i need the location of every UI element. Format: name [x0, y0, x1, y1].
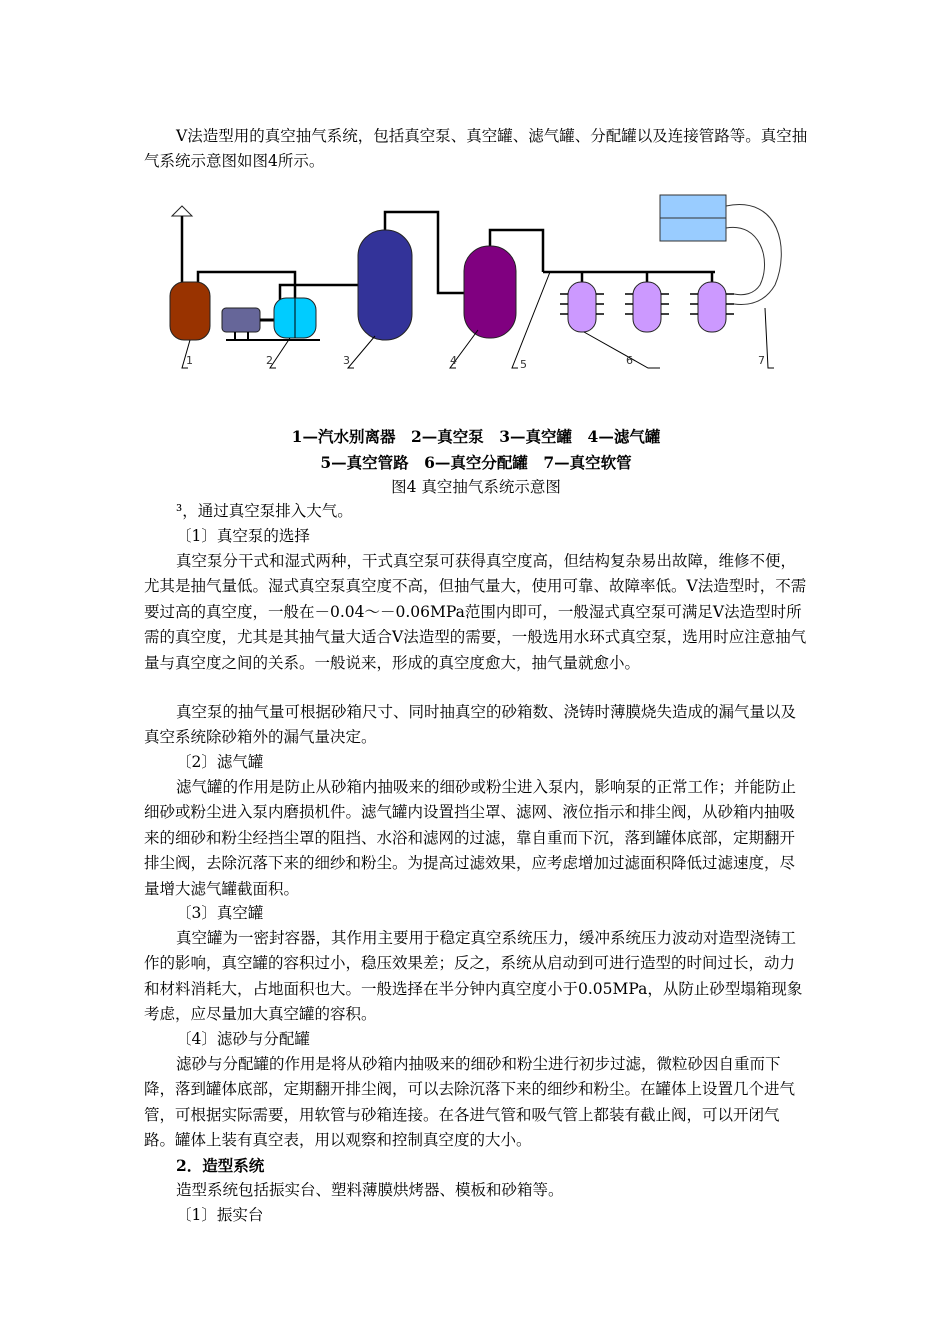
section-1-para-1: 真空泵分干式和湿式两种，干式真空泵可获得真空度高，但结构复杂易出故障，维修不便，尤其是抽气量低。湿式真空泵真空度不高，但抽气量大，使用可靠、故障率低。V法造型时，不需要过高的真空度，一般在－0.04～－0.06MPa范围内即可，一般湿式真空泵可满足V法造型时所需的真空度，尤其是其抽气量大适合V法造型的需要，一般选用水环式真空泵，选用时应注意抽气量与真空度之间的关系。一般说来，形成的真空度愈大，抽气量就愈小。 — [144, 552, 807, 672]
pump-motor — [222, 308, 260, 332]
heading-2-para: 造型系统包括振实台、塑料薄膜烘烤器、模板和砂箱等。 — [176, 1181, 564, 1199]
caption-line-1: 1—汽水别离器 2—真空泵 3—真空罐 4—滤气罐 — [291, 427, 661, 446]
filter-tank — [464, 246, 516, 338]
label-5: 5 — [520, 358, 527, 371]
section-1-heading: 〔1〕真空泵的选择 — [176, 527, 310, 545]
vacuum-tank — [358, 230, 412, 340]
distributor-tanks — [560, 282, 734, 332]
section-3-para-1: 真空罐为一密封容器，其作用主要用于稳定真空系统压力，缓冲系统压力波动对造型浇铸工作的影响，真空罐的容积过小，稳压效果差；反之，系统从启动到可进行造型的时间过长，动力和材料消耗大，占地面积也大。一般选择在半分钟内真空度小于0.05MPa，从防止砂型塌箱现象考虑，应尽量加大真空罐的容积。 — [144, 929, 803, 1024]
intro-paragraph: V法造型用的真空抽气系统，包括真空泵、真空罐、滤气罐、分配罐以及连接管路等。真空抽气系统示意图如图4所示。 — [144, 127, 808, 171]
vacuum-hose — [726, 205, 781, 305]
label-1: 1 — [186, 354, 193, 367]
figure-title: 图4 真空抽气系统示意图 — [391, 478, 561, 496]
steam-water-separator — [170, 282, 210, 340]
heading-2: 2．造型系统 — [176, 1156, 265, 1175]
caption-line-2: 5—真空管路 6—真空分配罐 7—真空软管 — [320, 453, 632, 472]
heading-2-sub-1: 〔1〕振实台 — [176, 1206, 264, 1224]
section-2-heading: 〔2〕滤气罐 — [176, 753, 264, 771]
section-4-heading: 〔4〕滤砂与分配罐 — [176, 1030, 310, 1048]
section-2-para-1: 滤气罐的作用是防止从砂箱内抽吸来的细砂或粉尘进入泵内，影响泵的正常工作；并能防止细砂或粉尘进入泵内磨损机件。滤气罐内设置挡尘罩、滤网、液位指示和排尘阀，从砂箱内抽吸来的细砂和粉尘经挡尘罩的阻挡、水浴和滤网的过滤，靠自重而下沉，落到罐体底部，定期翻开排尘阀，去除沉落下来的细纱和粉尘。为提高过滤效果，应考虑增加过滤面积降低过滤速度，尽量增大滤气罐截面积。 — [144, 778, 797, 898]
section-1-para-2: 真空泵的抽气量可根据砂箱尺寸、同时抽真空的砂箱数、浇铸时薄膜烧失造成的漏气量以及真空系统除砂箱外的漏气量决定。 — [144, 703, 797, 747]
label-3: 3 — [343, 354, 350, 367]
label-6: 6 — [626, 354, 633, 367]
label-7: 7 — [758, 354, 765, 367]
label-4: 4 — [450, 354, 457, 367]
exhaust-arrow-icon — [172, 206, 192, 216]
section-3-heading: 〔3〕真空罐 — [176, 904, 264, 922]
fragment-line: ³，通过真空泵排入大气。 — [176, 502, 353, 520]
label-2: 2 — [266, 354, 273, 367]
vacuum-system-diagram — [160, 190, 800, 380]
section-4-para-1: 滤砂与分配罐的作用是将从砂箱内抽吸来的细砂和粉尘进行初步过滤，微粒砂因自重而下降，落到罐体底部，定期翻开排尘阀，可以去除沉落下来的细纱和粉尘。在罐体上设置几个进气管，可根据实际需要，用软管与砂箱连接。在各进气管和吸气管上都装有截止阀，可以开闭气路。罐体上装有真空表，用以观察和控制真空度的大小。 — [144, 1055, 796, 1150]
